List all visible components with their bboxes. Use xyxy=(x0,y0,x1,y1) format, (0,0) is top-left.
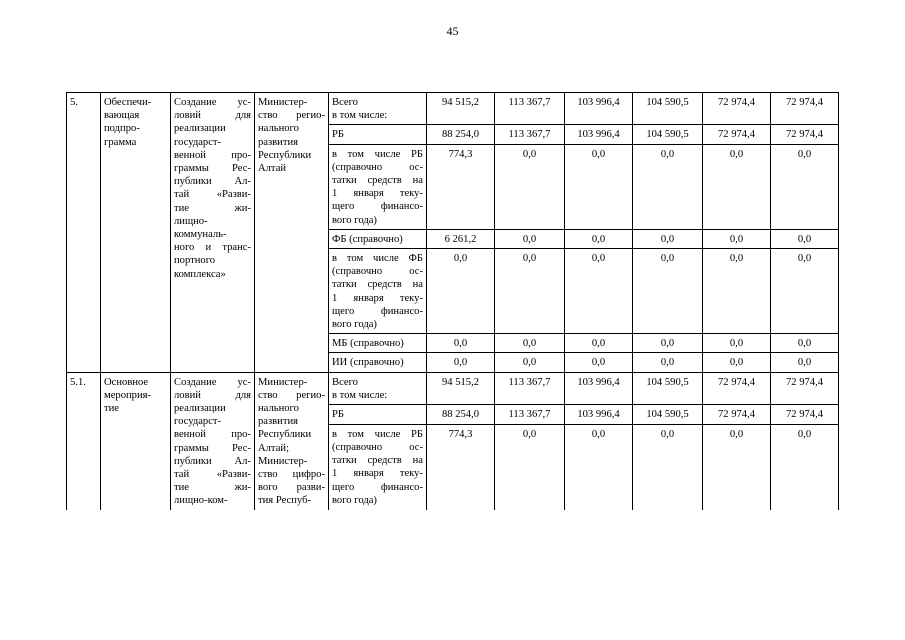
funding-value: 72 974,4 xyxy=(703,372,771,405)
funding-value: 0,0 xyxy=(565,334,633,353)
funding-source-line: щего финансо- xyxy=(332,481,423,493)
funding-value: 94 515,2 xyxy=(427,93,495,125)
funding-value: 72 974,4 xyxy=(703,405,771,424)
funding-value: 0,0 xyxy=(703,334,771,353)
funding-value: 88 254,0 xyxy=(427,125,495,144)
funding-value: 0,0 xyxy=(495,229,565,248)
funding-value: 0,0 xyxy=(703,424,771,509)
funding-source-line: Всего xyxy=(332,97,358,108)
funding-value: 103 996,4 xyxy=(565,93,633,125)
funding-value: 0,0 xyxy=(565,229,633,248)
section-goal-line: публики Ал- xyxy=(174,176,251,188)
funding-source-line: щего финансо- xyxy=(332,201,423,213)
funding-value: 0,0 xyxy=(633,334,703,353)
funding-value: 774,3 xyxy=(427,144,495,229)
section-goal-line: публики Ал- xyxy=(174,455,251,467)
section-goal-line: коммуналь- xyxy=(174,229,227,241)
section-goal xyxy=(171,93,255,373)
section-executor-line: нального xyxy=(258,403,299,415)
section-executor-line: Министер- xyxy=(258,376,308,388)
section-name xyxy=(101,93,171,373)
funding-value: 0,0 xyxy=(771,249,839,334)
funding-value: 0,0 xyxy=(703,229,771,248)
funding-value: 0,0 xyxy=(495,249,565,334)
funding-value: 72 974,4 xyxy=(771,125,839,144)
section-goal-line: венной про- xyxy=(174,429,251,441)
funding-value: 0,0 xyxy=(771,229,839,248)
table-row xyxy=(67,372,839,405)
section-name-line: грамма xyxy=(104,136,137,148)
funding-source-line: (справочно ос- xyxy=(332,161,423,173)
section-goal-line: лищно- xyxy=(174,215,208,227)
funding-value: 0,0 xyxy=(495,144,565,229)
funding-source-line: ФБ (справочно) xyxy=(332,233,403,245)
funding-value: 113 367,7 xyxy=(495,125,565,144)
funding-source xyxy=(329,229,427,248)
section-goal-line: Создание ус- xyxy=(174,376,251,388)
funding-value: 0,0 xyxy=(565,424,633,509)
funding-source xyxy=(329,144,427,229)
funding-source xyxy=(329,353,427,372)
section-name-line: Основное xyxy=(104,376,149,388)
section-goal-line: тай «Разви- xyxy=(174,469,251,481)
section-goal-line: тие жи- xyxy=(174,482,251,494)
funding-value: 104 590,5 xyxy=(633,125,703,144)
page-number: 45 xyxy=(446,24,459,38)
funding-value: 0,0 xyxy=(703,353,771,372)
funding-value: 0,0 xyxy=(633,144,703,229)
section-goal-line: граммы Рес- xyxy=(174,163,251,175)
funding-value: 72 974,4 xyxy=(703,93,771,125)
funding-value: 104 590,5 xyxy=(633,405,703,424)
section-executor-line: ство регио- xyxy=(258,110,325,122)
section-executor-line: нального xyxy=(258,123,299,135)
funding-source-line: (справочно ос- xyxy=(332,266,423,278)
funding-source-line: 1 января теку- xyxy=(332,292,423,304)
section-executor-line: Министер- xyxy=(258,97,308,108)
section-name-line: мероприя- xyxy=(104,389,152,401)
section-goal-line: портного xyxy=(174,255,216,267)
funding-source-line: татки средств на xyxy=(332,455,423,467)
section-executor-line: Республики xyxy=(258,149,312,161)
funding-source-line: в том числе: xyxy=(332,110,388,122)
funding-source xyxy=(329,405,427,424)
funding-value: 0,0 xyxy=(495,334,565,353)
funding-source xyxy=(329,424,427,509)
section-name-line: тие xyxy=(104,403,120,415)
funding-source-line: татки средств на xyxy=(332,279,423,291)
section-goal-line: государст- xyxy=(174,416,222,428)
funding-value: 0,0 xyxy=(565,249,633,334)
section-goal-line: реализации xyxy=(174,403,226,415)
funding-value: 0,0 xyxy=(771,353,839,372)
funding-value: 113 367,7 xyxy=(495,372,565,405)
section-goal-line: ловий для xyxy=(174,389,251,401)
funding-source-line: (справочно ос- xyxy=(332,441,423,453)
section-goal-line: венной про- xyxy=(174,149,251,161)
funding-value: 0,0 xyxy=(703,144,771,229)
funding-value: 113 367,7 xyxy=(495,405,565,424)
section-name xyxy=(101,372,171,510)
funding-source-line: в том числе РБ xyxy=(332,428,423,440)
funding-source-line: Всего xyxy=(332,376,358,388)
funding-value: 104 590,5 xyxy=(633,372,703,405)
section-name-line: подпро- xyxy=(104,123,140,135)
section-index: 5. xyxy=(67,93,101,373)
funding-value: 72 974,4 xyxy=(771,405,839,424)
section-goal-line: Создание ус- xyxy=(174,97,251,108)
funding-value: 0,0 xyxy=(633,424,703,509)
funding-value: 103 996,4 xyxy=(565,372,633,405)
funding-source xyxy=(329,372,427,405)
section-executor-line: Алтай; xyxy=(258,442,290,454)
section-goal-line: тай «Разви- xyxy=(174,189,251,201)
section-goal-line: комплекса» xyxy=(174,268,226,280)
funding-value: 72 974,4 xyxy=(771,372,839,405)
funding-source-line: 1 января теку- xyxy=(332,468,423,480)
section-goal xyxy=(171,372,255,510)
funding-value: 0,0 xyxy=(771,334,839,353)
section-goal-line: государст- xyxy=(174,136,222,148)
funding-source xyxy=(329,334,427,353)
funding-value: 94 515,2 xyxy=(427,372,495,405)
section-executor-line: ство цифро- xyxy=(258,469,325,481)
section-goal-line: тие жи- xyxy=(174,202,251,214)
section-executor-line: Министер- xyxy=(258,455,308,467)
funding-value: 88 254,0 xyxy=(427,405,495,424)
section-executor-line: вого разви- xyxy=(258,482,325,494)
funding-table xyxy=(66,92,839,510)
funding-value: 113 367,7 xyxy=(495,93,565,125)
section-goal-line: ловий для xyxy=(174,110,251,122)
funding-source-line: в том числе ФБ xyxy=(332,253,423,265)
funding-value: 0,0 xyxy=(633,353,703,372)
funding-source-line: РБ xyxy=(332,129,344,141)
funding-value: 0,0 xyxy=(495,424,565,509)
section-executor-line: Республики xyxy=(258,429,312,441)
funding-value: 0,0 xyxy=(427,249,495,334)
section-goal-line: реализации xyxy=(174,123,226,135)
section-executor-line: развития xyxy=(258,416,299,428)
funding-value: 72 974,4 xyxy=(771,93,839,125)
funding-source-line: в том числе: xyxy=(332,389,388,401)
funding-value: 0,0 xyxy=(633,229,703,248)
funding-value: 103 996,4 xyxy=(565,405,633,424)
funding-value: 0,0 xyxy=(771,424,839,509)
funding-source xyxy=(329,93,427,125)
funding-value: 0,0 xyxy=(565,353,633,372)
section-executor-line: Алтай xyxy=(258,163,287,175)
section-executor xyxy=(255,93,329,373)
funding-source-line: МБ (справочно) xyxy=(332,338,404,350)
section-executor-line: развития xyxy=(258,136,299,148)
section-goal-line: лищно-ком- xyxy=(174,495,228,507)
section-goal-line: граммы Рес- xyxy=(174,442,251,454)
funding-source-line: щего финансо- xyxy=(332,305,423,317)
funding-value: 0,0 xyxy=(703,249,771,334)
funding-value: 0,0 xyxy=(771,144,839,229)
funding-source-line: татки средств на xyxy=(332,175,423,187)
funding-source-line: РБ xyxy=(332,409,344,421)
funding-value: 0,0 xyxy=(633,249,703,334)
funding-source-line: вого года) xyxy=(332,214,377,226)
funding-value: 6 261,2 xyxy=(427,229,495,248)
funding-source xyxy=(329,125,427,144)
section-index: 5.1. xyxy=(67,372,101,510)
funding-source-line: ИИ (справочно) xyxy=(332,357,404,369)
section-executor-line: тия Респуб- xyxy=(258,495,311,507)
section-executor-line: ство регио- xyxy=(258,389,325,401)
table-row xyxy=(67,93,839,125)
funding-value: 104 590,5 xyxy=(633,93,703,125)
funding-value: 0,0 xyxy=(427,334,495,353)
funding-source xyxy=(329,249,427,334)
section-name-line: вающая xyxy=(104,110,140,122)
funding-source-line: вого года) xyxy=(332,319,377,331)
funding-source-line: вого года) xyxy=(332,494,377,506)
section-name-line: Обеспечи- xyxy=(104,97,152,108)
funding-value: 0,0 xyxy=(427,353,495,372)
section-executor xyxy=(255,372,329,510)
funding-value: 72 974,4 xyxy=(703,125,771,144)
funding-source-line: 1 января теку- xyxy=(332,188,423,200)
funding-source-line: в том числе РБ xyxy=(332,148,423,160)
section-goal-line: ного и транс- xyxy=(174,242,251,254)
funding-value: 0,0 xyxy=(565,144,633,229)
funding-value: 103 996,4 xyxy=(565,125,633,144)
funding-value: 0,0 xyxy=(495,353,565,372)
funding-value: 774,3 xyxy=(427,424,495,509)
